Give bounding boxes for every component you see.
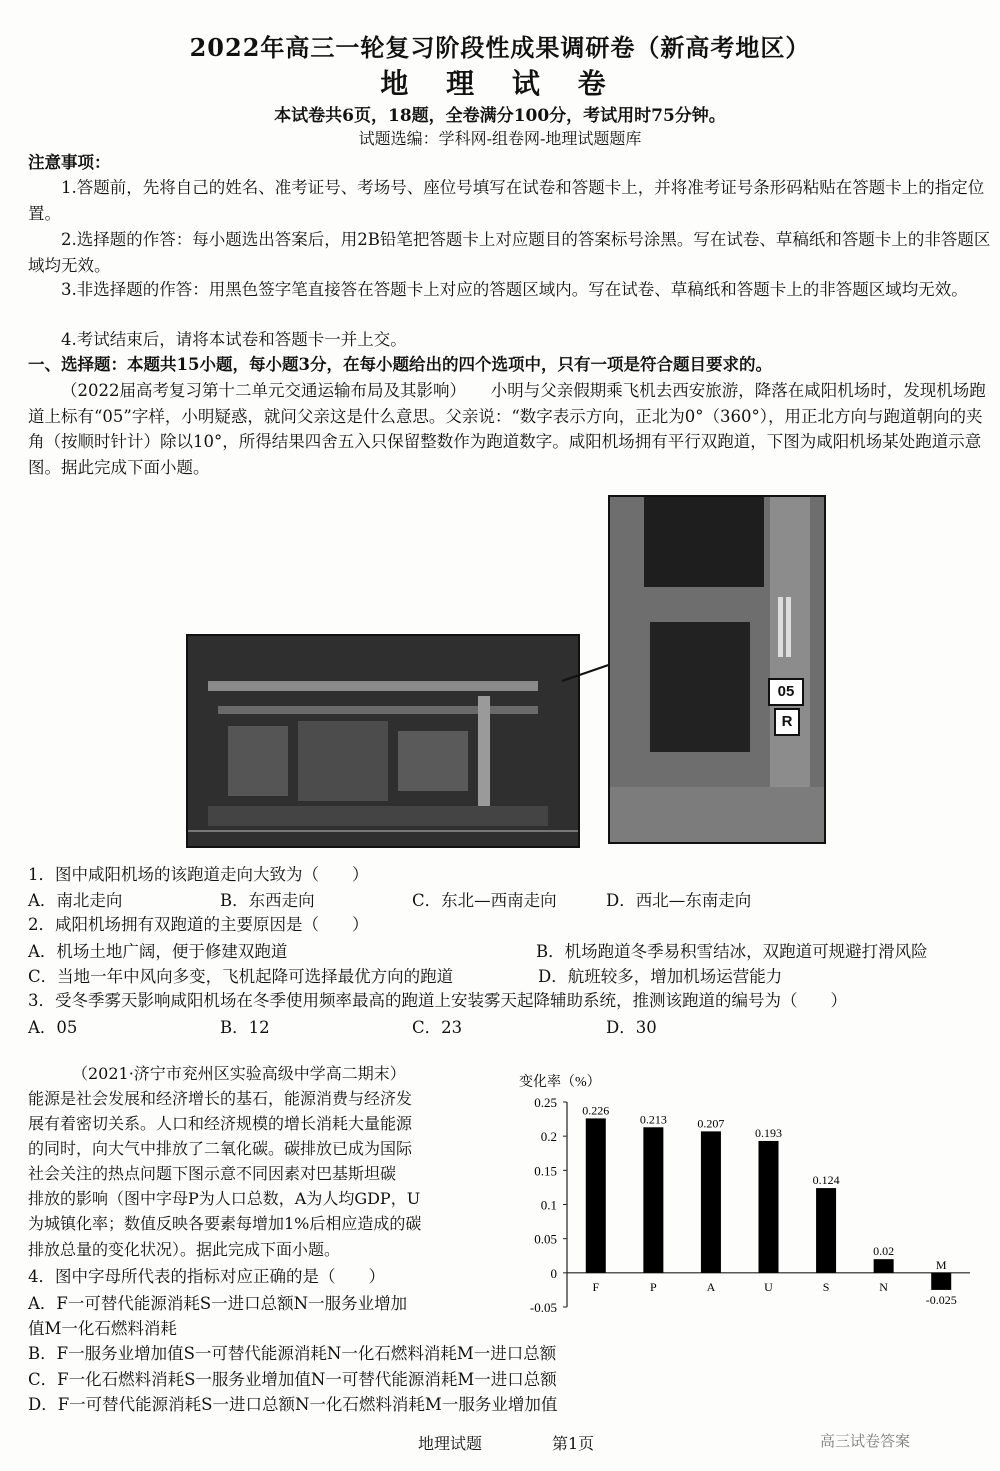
chart-bar: [759, 1141, 779, 1273]
chart-bar: [701, 1131, 721, 1272]
chart-category-label: U: [764, 1279, 773, 1294]
q1-option-a: A．南北走向: [28, 891, 123, 910]
note-item: 2.选择题的作答：每小题选出答案后，用2B铅笔把答题卡上对应题目的答案标号涂黑。写在试卷、草稿纸和答题卡上的非答题区域均无效。: [28, 230, 991, 275]
group2-text-line: 排放总量的变化状况）。据此完成下面小题。: [28, 1240, 341, 1259]
chart-bar: [816, 1188, 836, 1273]
chart-value-label: 0.02: [873, 1244, 895, 1259]
q2-option-b: B．机场跑道冬季易积雪结冰，双跑道可规避打滑风险: [536, 942, 928, 961]
chart-category-label: F: [592, 1279, 600, 1294]
notes-heading: 注意事项：: [28, 153, 111, 172]
chart-y-tick-label: 0.15: [534, 1163, 557, 1179]
q4-stem: 4．图中字母所代表的指标对应正确的是（ ）: [28, 1267, 385, 1286]
watermark-text: 高三试卷答案: [820, 1432, 911, 1450]
group2-text-line: 能源是社会发展和经济增长的基石，能源消费与经济发: [28, 1089, 413, 1108]
chart-value-label: -0.025: [925, 1292, 957, 1307]
chart-bar: [643, 1127, 663, 1273]
airport-overview-drawing: [188, 636, 578, 846]
q4-option-d: D．F一可替代能源消耗S一进口总额N一化石燃料消耗M一服务业增加值: [28, 1395, 558, 1414]
group2-text-line: 的同时，向大气中排放了二氧化碳。碳排放已成为国际: [28, 1139, 413, 1158]
chart-y-tick-label: 0: [550, 1265, 557, 1281]
q2-option-a: A．机场土地广阔，便于修建双跑道: [28, 942, 288, 961]
question-intro: （2022届高考复习第十二单元交通运输布局及其影响） 小明与父亲假期乘飞机去西安旅游，降落在咸阳机场时，发现机场跑道上标有“05”字样，小明疑惑，就问父亲这是什么意思。父亲说：“数字表示方向，正北为0°（360°），用正北方向与跑道朝向的夹角（按顺时针计）除以10°，所得结果四舍五入只保留整数作为跑道数字。咸阳机场拥有平行双跑道，下图为咸阳机场某处跑道示意图。据此完成下面小题。: [28, 381, 986, 477]
runway-detail-photo: [608, 495, 826, 844]
section-heading: 一、选择题：本题共15小题，每小题3分，在每小题给出的四个选项中，只有一项是符合题目要求的。: [28, 355, 772, 374]
exam-title: 2022年高三一轮复习阶段性成果调研卷（新高考地区）: [189, 33, 811, 62]
note-item: 4.考试结束后，请将本试卷和答题卡一并上交。: [61, 330, 407, 349]
q2-stem: 2．咸阳机场拥有双跑道的主要原因是（ ）: [28, 915, 369, 934]
q1-option-c: C．东北—西南走向: [412, 891, 557, 910]
chart-value-label: 0.207: [697, 1116, 725, 1131]
exam-info: 本试卷共6页，18题，全卷满分100分，考试用时75分钟。: [274, 106, 726, 126]
group2-text-line: 展有着密切关系。人口和经济规模的增长消耗大量能源: [28, 1114, 413, 1133]
chart-y-tick-label: 0.1: [540, 1197, 557, 1213]
group2-text-line: 为城镇化率；数值反映各要素每增加1%后相应造成的碳: [28, 1214, 422, 1233]
runway-number-label: 05: [768, 678, 804, 706]
q3-stem: 3．受冬季雾天影响咸阳机场在冬季使用频率最高的跑道上安装雾天起降辅助系统，推测该跑道的编号为（ ）: [28, 991, 847, 1010]
chart-y-tick-label: 0.05: [534, 1231, 557, 1247]
chart-category-label: N: [879, 1279, 888, 1294]
q2-option-d: D．航班较多，增加机场运营能力: [538, 967, 783, 986]
chart-ylabel: 变化率（%）: [519, 1075, 601, 1090]
q3-option-c: C．23: [412, 1018, 463, 1037]
q2-option-c: C．当地一年中风向多变，飞机起降可选择最优方向的跑道: [28, 967, 454, 986]
chart-category-label: S: [822, 1279, 830, 1294]
chart-bar: [586, 1118, 606, 1272]
q1-option-d: D．西北—东南走向: [606, 891, 752, 910]
exam-source: 试题选编：学科网-组卷网-地理试题题库: [358, 129, 642, 148]
chart-value-label: 0.193: [755, 1125, 782, 1140]
q1-option-b: B．东西走向: [220, 891, 315, 910]
q3-option-b: B．12: [220, 1018, 270, 1037]
q4-option-a-cont: 值M一化石燃料消耗: [28, 1319, 177, 1338]
footer-page: 第1页: [552, 1434, 595, 1453]
chart-y-tick-label: -0.05: [529, 1300, 557, 1315]
chart-value-label: 0.124: [812, 1173, 840, 1188]
group2-text-line: 社会关注的热点问题下图示意不同因素对巴基斯坦碳: [28, 1164, 397, 1183]
runway-side-label: R: [774, 708, 800, 736]
q4-option-b: B．F一服务业增加值S一可替代能源消耗N一化石燃料消耗M一进口总额: [28, 1344, 557, 1363]
q1-stem: 1．图中咸阳机场的该跑道走向大致为（ ）: [28, 865, 369, 884]
chart-category-label: P: [650, 1279, 657, 1294]
chart-category-label: A: [706, 1279, 716, 1294]
group2-source: （2021·济宁市兖州区实验高级中学高二期末）: [72, 1064, 406, 1083]
chart-y-tick-label: 0.25: [534, 1095, 557, 1110]
footer-subject: 地理试题: [418, 1434, 483, 1453]
note-item: 3.非选择题的作答：用黑色签字笔直接答在答题卡上对应的答题区域内。写在试卷、草稿纸和答题卡上的非答题区域均无效。: [61, 280, 968, 299]
chart-category-label: M: [935, 1257, 947, 1272]
q4-option-a: A．F一可替代能源消耗S一进口总额N一服务业增加: [28, 1294, 408, 1313]
runway-detail-drawing: [610, 497, 824, 842]
q3-option-a: A．05: [28, 1018, 78, 1037]
airport-overview-photo: [186, 634, 580, 848]
chart-value-label: 0.213: [639, 1112, 667, 1127]
chart-value-label: 0.226: [582, 1103, 610, 1118]
note-item: 1.答题前，先将自己的姓名、准考证号、考场号、座位号填写在试卷和答题卡上，并将准考证号条形码粘贴在答题卡上的指定位置。: [28, 178, 985, 223]
chart-y-tick-label: 0.2: [540, 1129, 557, 1145]
subject-title: 地 理 试 卷: [380, 67, 620, 100]
q4-option-c: C．F一化石燃料消耗S一服务业增加值N一可替代能源消耗M一进口总额: [28, 1370, 557, 1389]
q3-option-d: D．30: [606, 1018, 657, 1037]
group2-text-line: 排放的影响（图中字母P为人口总数，A为人均GDP，U: [28, 1189, 421, 1208]
